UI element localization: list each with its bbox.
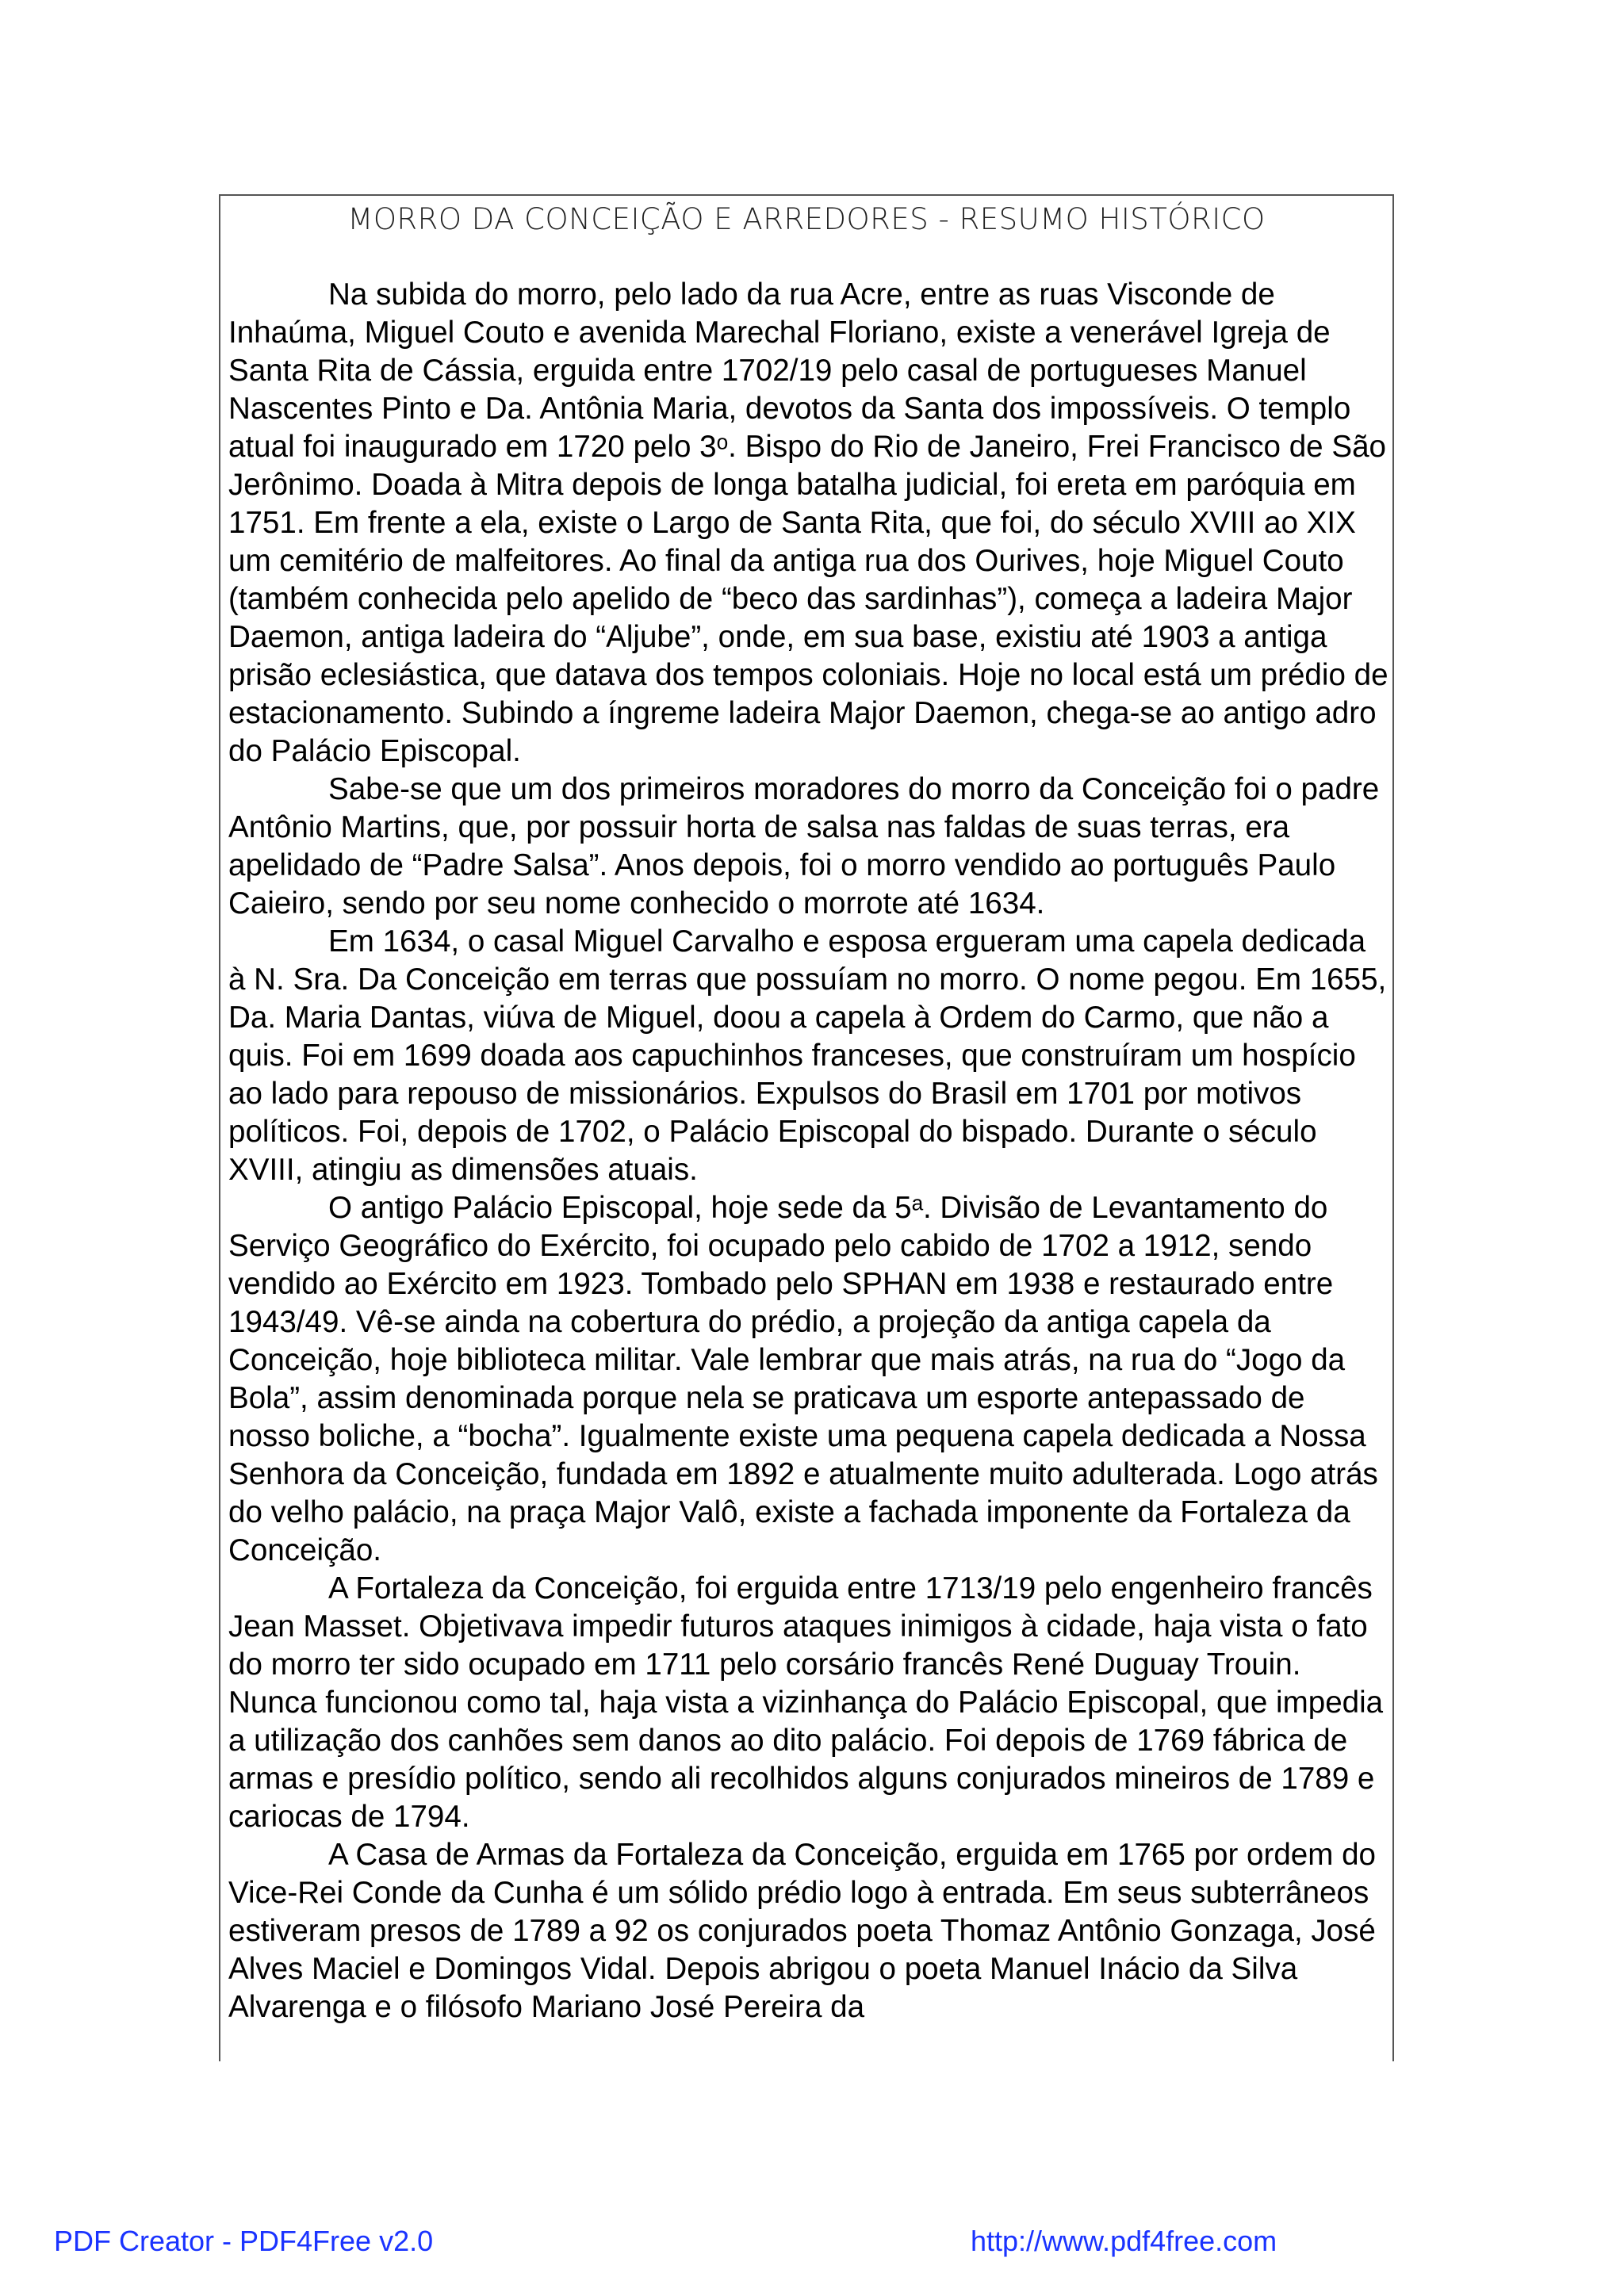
paragraph-2: Sabe-se que um dos primeiros moradores do morro da Conceição foi o padre Antônio Martins, que, por possuir horta de salsa nas faldas de suas terras, era apelidado de “Padre Salsa”. Anos depois, foi o morro vendido ao português Paulo Caieiro, sendo por seu nome conhecido o morrote até 1634. [228,772,1380,920]
document-title: MORRO DA CONCEIÇÃO E ARREDORES - RESUMO HISTÓRICO [347,202,1266,236]
paragraph-4: O antigo Palácio Episcopal, hoje sede da 5ᵃ. Divisão de Levantamento do Serviço Geográfico do Exército, foi ocupado pelo cabido de 1702 a 1912, sendo vendido ao Exército em 1923. Tombado pelo SPHAN em 1938 e restaurado entre 1943/49. Vê-se ainda na cobertura do prédio, a projeção da antiga capela da Conceição, hoje biblioteca militar. Vale lembrar que mais atrás, na rua do “Jogo da Bola”, assim denominada porque nela se praticava um esporte antepassado de nosso boliche, a “bocha”. Igualmente existe uma pequena capela dedicada a Nossa Senhora da Conceição, fundada em 1892 e atualmente muito adulterada. Logo atrás do velho palácio, na praça Major Valô, existe a fachada imponente da Fortaleza da Conceição. [228,1191,1378,1567]
paragraph-1: Na subida do morro, pelo lado da rua Acre, entre as ruas Visconde de Inhaúma, Miguel Couto e avenida Marechal Floriano, existe a venerável Igreja de Santa Rita de Cássia, erguida entre 1702/19 pelo casal de portugueses Manuel Nascentes Pinto e Da. Antônia Maria, devotos da Santa dos impossíveis. O templo atual foi inaugurado em 1720 pelo 3ᵒ. Bispo do Rio de Janeiro, Frei Francisco de São Jerônimo. Doada à Mitra depois de longa batalha judicial, foi ereta em paróquia em 1751. Em frente a ela, existe o Largo de Santa Rita, que foi, do século XVIII ao XIX um cemitério de malfeitores. Ao final da antiga rua dos Ourives, hoje Miguel Couto (também conhecida pelo apelido de “beco das sardinhas”), começa a ladeira Major Daemon, antiga ladeira do “Aljube”, onde, em sua base, existiu até 1903 a antiga prisão eclesiástica, que datava dos tempos coloniais. Hoje no local está um prédio de estacionamento. Subindo a íngreme ladeira Major Daemon, chega-se ao antigo adro do Palácio Episcopal. [228,277,1388,768]
paragraph-6: A Casa de Armas da Fortaleza da Conceição, erguida em 1765 por ordem do Vice-Rei Conde da Cunha é um sólido prédio logo à entrada. Em seus subterrâneos estiveram presos de 1789 a 92 os conjurados poeta Thomaz Antônio Gonzaga, José Alves Maciel e Domingos Vidal. Depois abrigou o poeta Manuel Inácio da Silva Alvarenga e o filósofo Mariano José Pereira da [228,1838,1376,2024]
pdf-creator-link[interactable]: PDF Creator - PDF4Free v2.0 [54,2225,434,2257]
paragraph-5: A Fortaleza da Conceição, foi erguida entre 1713/19 pelo engenheiro francês Jean Masset. Objetivava impedir futuros ataques inimigos à cidade, haja vista o fato do morro ter sido ocupado em 1711 pelo corsário francês René Duguay Trouin. Nunca funcionou como tal, haja vista a vizinhança do Palácio Episcopal, que impedia a utilização dos canhões sem danos ao dito palácio. Foi depois de 1769 fábrica de armas e presídio político, sendo ali recolhidos alguns conjurados mineiros de 1789 e cariocas de 1794. [228,1571,1384,1834]
pdf4free-url-link[interactable]: http://www.pdf4free.com [971,2225,1277,2257]
paragraph-3: Em 1634, o casal Miguel Carvalho e esposa ergueram uma capela dedicada à N. Sra. Da Conceição em terras que possuíam no morro. O nome pegou. Em 1655, Da. Maria Dantas, viúva de Miguel, doou a capela à Ordem do Carmo, que não a quis. Foi em 1699 doada aos capuchinhos franceses, que construíram um hospício ao lado para repouso de missionários. Expulsos do Brasil em 1701 por motivos políticos. Foi, depois de 1702, o Palácio Episcopal do bispado. Durante o século XVIII, atingiu as dimensões atuais. [228,924,1387,1187]
document-frame [219,194,1394,2061]
document-body [228,276,1391,2026]
